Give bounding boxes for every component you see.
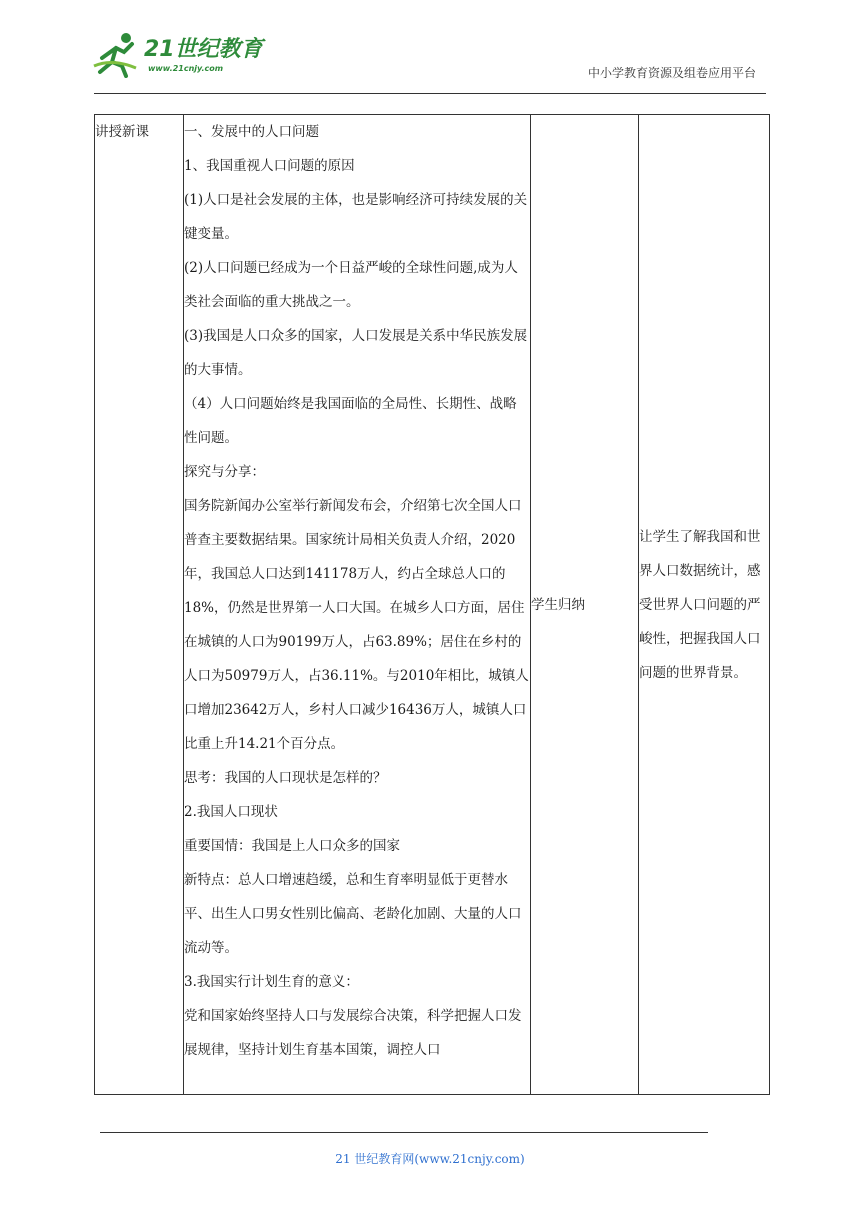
content-paragraph: 重要国情：我国是上人口众多的国家 — [184, 838, 400, 854]
design-intent-text: 让学生了解我国和世界人口数据统计，感受世界人口问题的严峻性，把握我国人口问题的世界背景。 — [639, 528, 761, 681]
page-header — [0, 0, 860, 100]
content-paragraph: 党和国家始终坚持人口与发展综合决策，科学把握人口发展规律，坚持计划生育基本国策，调控人口 — [184, 1008, 522, 1058]
content-paragraph: (1)人口是社会发展的主体，也是影响经济可持续发展的关键变量。 — [184, 192, 528, 242]
content-paragraph: 思考：我国的人口现状是怎样的？ — [184, 770, 387, 786]
student-activity-cell — [531, 115, 639, 1095]
content-paragraph: (3)我国是人口众多的国家，人口发展是关系中华民族发展的大事情。 — [184, 328, 528, 378]
content-paragraph: （4）人口问题始终是我国面临的全局性、长期性、战略性问题。 — [184, 396, 517, 446]
content-paragraph: 1、我国重视人口问题的原因 — [184, 158, 355, 174]
site-logo[interactable] — [92, 28, 262, 80]
content-paragraph: 探究与分享： — [184, 464, 265, 480]
student-activity-text: 学生归纳 — [531, 596, 585, 613]
footer-divider — [100, 1132, 708, 1133]
stage-cell — [95, 115, 184, 1095]
content-cell — [184, 115, 531, 1095]
content-paragraph: (2)人口问题已经成为一个日益严峻的全球性问题,成为人类社会面临的重大挑战之一。 — [184, 260, 518, 310]
design-intent-cell — [639, 115, 770, 1095]
table-row — [95, 115, 770, 1095]
content-paragraph: 2.我国人口现状 — [184, 804, 278, 820]
logo-url: www.21cnjy.com — [148, 64, 224, 73]
footer-link[interactable]: 21 世纪教育网(www.21cnjy.com) — [335, 1152, 525, 1166]
content-paragraph: 一、发展中的人口问题 — [184, 124, 319, 140]
lesson-table — [94, 114, 770, 1095]
stage-label: 讲授新课 — [95, 124, 149, 140]
content-paragraph: 国务院新闻办公室举行新闻发布会，介绍第七次全国人口普查主要数据结果。国家统计局相关负责人介绍，2020年，我国总人口达到141178万人，约占全球总人口的18%，仍然是世界第一人口大国。在城乡人口方面，居住在城镇的人口为90199万人，占63.89%；居住在乡村的人口为50979万人，占36.11%。与2010年相比，城镇人口增加23642万人，乡村人口减少16436万人，城镇人口比重上升14.21个百分点。 — [184, 498, 529, 752]
runner-logo-icon — [92, 28, 142, 78]
content-paragraph: 3.我国实行计划生育的意义： — [184, 974, 359, 990]
platform-title: 中小学教育资源及组卷应用平台 — [587, 66, 756, 80]
header-divider — [94, 93, 766, 94]
logo-text: 21世纪教育 — [144, 37, 263, 62]
content-paragraph: 新特点：总人口增速趋缓，总和生育率明显低于更替水平、出生人口男女性别比偏高、老龄化加剧、大量的人口流动等。 — [184, 872, 522, 956]
